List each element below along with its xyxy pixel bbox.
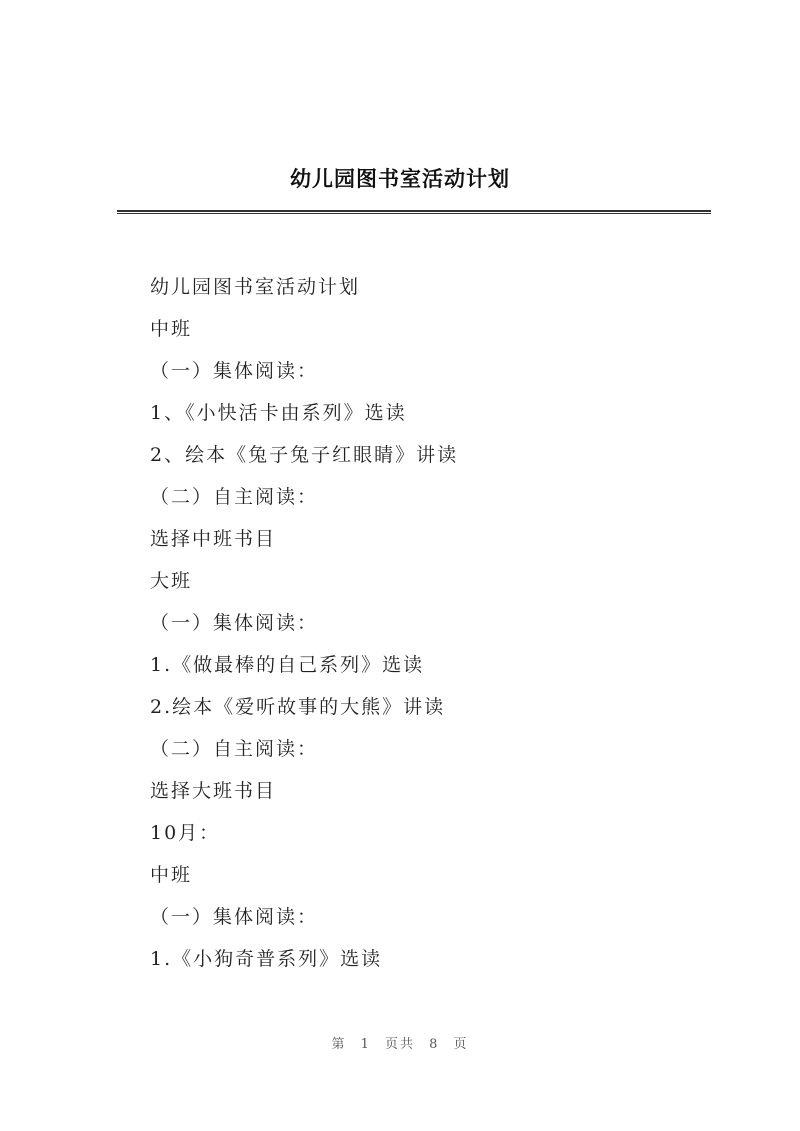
body-line: 选择中班书目 bbox=[150, 528, 277, 550]
body-line: （一）集体阅读： bbox=[150, 906, 319, 928]
document-body bbox=[150, 266, 710, 980]
page-number-footer: 第 1 页共 8 页 bbox=[331, 1037, 469, 1052]
body-line: 2、绘本《兔子兔子红眼睛》讲读 bbox=[150, 444, 459, 466]
document-title: 幼儿园图书室活动计划 bbox=[290, 166, 510, 191]
body-line: （一）集体阅读： bbox=[150, 612, 319, 634]
body-line: 中班 bbox=[150, 318, 193, 340]
body-line: 选择大班书目 bbox=[150, 780, 277, 802]
body-line: 2.绘本《爱听故事的大熊》讲读 bbox=[150, 696, 446, 718]
body-line: 10月： bbox=[150, 822, 221, 844]
title-divider bbox=[117, 210, 711, 214]
body-line: 中班 bbox=[150, 864, 193, 886]
body-line: 1.《小狗奇普系列》选读 bbox=[150, 948, 383, 970]
body-line: 1、《小快活卡由系列》选读 bbox=[150, 402, 407, 424]
body-line: 幼儿园图书室活动计划 bbox=[150, 276, 361, 298]
body-line: （二）自主阅读： bbox=[150, 486, 319, 508]
body-line: 1.《做最棒的自己系列》选读 bbox=[150, 654, 425, 676]
body-line: （二）自主阅读： bbox=[150, 738, 319, 760]
body-line: 大班 bbox=[150, 570, 193, 592]
body-line: （一）集体阅读： bbox=[150, 360, 319, 382]
